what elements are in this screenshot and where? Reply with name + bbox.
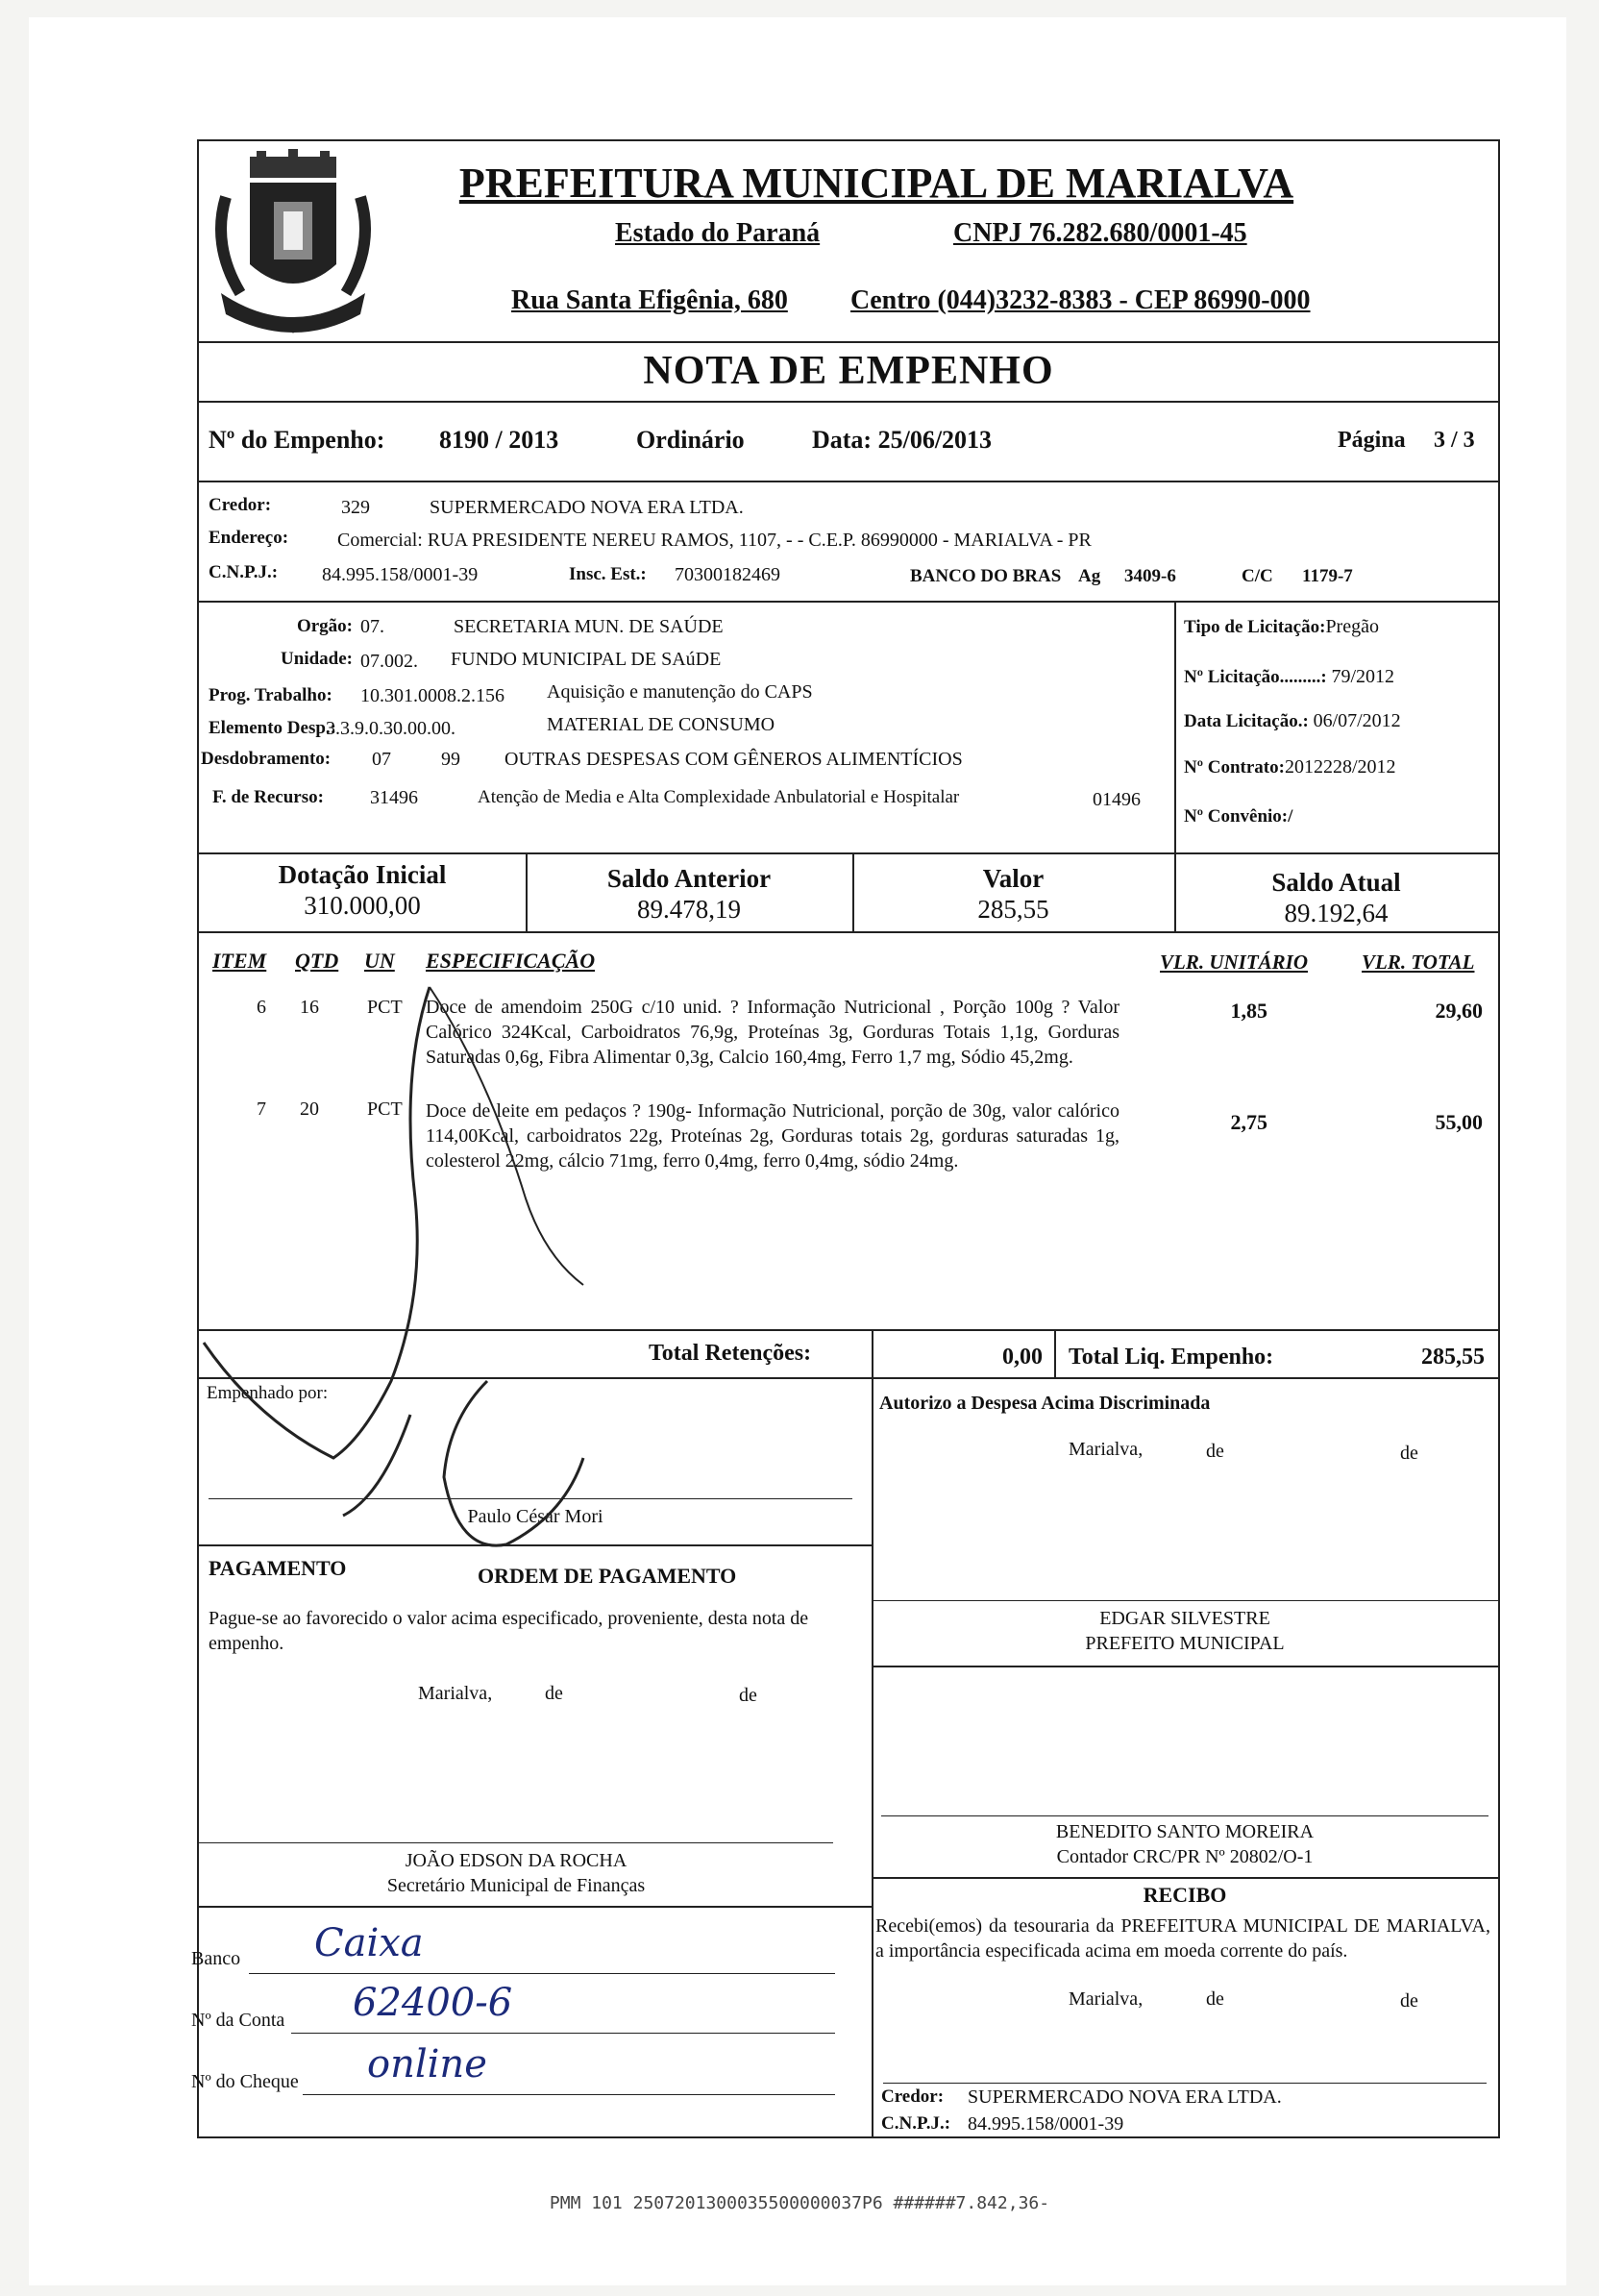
empenho-date: Data: 25/06/2013 bbox=[812, 426, 993, 454]
liq-empenho-value: 285,55 bbox=[1421, 1345, 1485, 1370]
address-label: Endereço: bbox=[209, 528, 289, 548]
autorizo-place: Marialva, bbox=[1069, 1439, 1144, 1460]
tipo-licitacao-label: Tipo de Licitação:Pregão bbox=[1184, 616, 1379, 637]
recibo-credor: SUPERMERCADO NOVA ERA LTDA. bbox=[968, 2086, 1282, 2108]
secretario-role: Secretário Municipal de Finanças bbox=[386, 1875, 646, 1896]
credor-cnpj: 84.995.158/0001-39 bbox=[322, 564, 479, 585]
tipo-licitacao: Pregão bbox=[1325, 616, 1379, 637]
autorizo-de-2: de bbox=[1400, 1443, 1418, 1464]
page-label: Página bbox=[1338, 428, 1406, 453]
ag-label: Ag bbox=[1078, 566, 1101, 586]
municipal-coat-of-arms bbox=[207, 149, 380, 336]
insc-label: Insc. Est.: bbox=[569, 564, 647, 584]
saldo-anterior-value: 89.478,19 bbox=[637, 895, 741, 924]
conta-signature: 62400-6 bbox=[353, 1981, 513, 2025]
elem-code: 3.3.9.0.30.00.00. bbox=[326, 718, 455, 739]
item-2-number: 7 bbox=[257, 1099, 266, 1120]
item-1-qtd: 16 bbox=[300, 997, 319, 1018]
pagamento-place: Marialva, bbox=[418, 1683, 493, 1704]
recurso-name: Atenção de Media e Alta Complexidade Anbulatorial e Hospitalar bbox=[478, 787, 960, 807]
pagamento-de-1: de bbox=[545, 1683, 563, 1704]
num-licitacao: 79/2012 bbox=[1331, 666, 1395, 687]
item-2-qtd: 20 bbox=[300, 1099, 319, 1120]
contador-name: BENEDITO SANTO MOREIRA bbox=[1055, 1821, 1315, 1842]
recibo-cnpj: 84.995.158/0001-39 bbox=[968, 2113, 1124, 2135]
contrato-number: 2012228/2012 bbox=[1284, 756, 1396, 778]
recurso-code-2: 01496 bbox=[1093, 789, 1141, 810]
page-number: 3 / 3 bbox=[1434, 428, 1475, 453]
cc-label: C/C bbox=[1242, 566, 1273, 586]
item-1-un: PCT bbox=[367, 997, 403, 1018]
prefeito-role: PREFEITO MUNICIPAL bbox=[1085, 1633, 1285, 1654]
recibo-de-2: de bbox=[1400, 1990, 1418, 2012]
credor-name: SUPERMERCADO NOVA ERA LTDA. bbox=[430, 497, 744, 518]
org-address: Rua Santa Efigênia, 680 bbox=[511, 285, 788, 315]
org-title: PREFEITURA MUNICIPAL DE MARIALVA bbox=[458, 160, 1294, 207]
credor-label: Credor: bbox=[209, 495, 272, 515]
retencoes-label: Total Retenções: bbox=[649, 1341, 812, 1366]
orgao-name: SECRETARIA MUN. DE SAÚDE bbox=[454, 616, 724, 637]
org-contact: Centro (044)3232-8383 - CEP 86990-000 bbox=[850, 285, 1311, 315]
credor-address: Comercial: RUA PRESIDENTE NEREU RAMOS, 1107, - - C.E.P. 86990000 - MARIALVA - PR bbox=[337, 530, 1092, 551]
banco-signature: Caixa bbox=[314, 1921, 424, 1965]
item-2-total: 55,00 bbox=[1435, 1110, 1483, 1134]
unidade-code: 07.002. bbox=[360, 651, 418, 672]
recibo-cnpj-label: C.N.P.J.: bbox=[881, 2113, 951, 2134]
desd-name: OUTRAS DESPESAS COM GÊNEROS ALIMENTÍCIOS bbox=[504, 749, 963, 770]
data-licitacao: 06/07/2012 bbox=[1313, 710, 1401, 731]
pagamento-de-2: de bbox=[739, 1685, 757, 1706]
elem-name: MATERIAL DE CONSUMO bbox=[547, 714, 775, 735]
document-title: NOTA DE EMPENHO bbox=[643, 349, 1054, 393]
item-1-total: 29,60 bbox=[1435, 999, 1483, 1023]
empenho-number: 8190 / 2013 bbox=[439, 426, 559, 454]
ag-value: 3409-6 bbox=[1124, 566, 1176, 586]
item-2-un: PCT bbox=[367, 1099, 403, 1120]
orgao-label: Orgão: bbox=[296, 616, 353, 636]
recibo-text: Recebi(emos) da tesouraria da PREFEITURA MUNICIPAL DE MARIALVA, a importância especificada acima em moeda corrente do país. bbox=[875, 1915, 1490, 1962]
item-1-unit-price: 1,85 bbox=[1230, 999, 1267, 1023]
num-licitacao-label: Nº Licitação.........: 79/2012 bbox=[1184, 666, 1395, 687]
recibo-place: Marialva, bbox=[1069, 1988, 1144, 2010]
cc-value: 1179-7 bbox=[1302, 566, 1353, 586]
empenhado-name: Paulo César Mori bbox=[467, 1506, 603, 1527]
recibo-de-1: de bbox=[1206, 1988, 1224, 2010]
item-1-spec: Doce de amendoim 250G c/10 unid. ? Informação Nutricional , Porção 100g ? Valor Calórico 324Kcal, Carboidratos 76,9g, Proteínas 3g, Gorduras Totais 1,1g, Gorduras Saturadas 0,6g, Fibra Alimentar 0,3g, Calcio 160,4mg, Ferro 1,7 mg, Sódio 45,2mg. bbox=[426, 997, 1119, 1068]
col-un: UN bbox=[364, 949, 395, 973]
handwritten-mark bbox=[199, 881, 872, 1592]
retencoes-value: 0,00 bbox=[1002, 1345, 1043, 1370]
footer-code: PMM 101 2507201300035500000037P6 ######7.842,36- bbox=[549, 2193, 1050, 2213]
pague-text: Pague-se ao favorecido o valor acima especificado, proveniente, desta nota de empenho. bbox=[209, 1608, 809, 1654]
elem-label: Elemento Desp.: bbox=[209, 718, 336, 738]
saldo-anterior-label: Saldo Anterior bbox=[606, 864, 772, 893]
col-especificacao: ESPECIFICAÇÃO bbox=[426, 949, 596, 973]
dotacao-value: 310.000,00 bbox=[304, 891, 421, 920]
col-vlr-total: VLR. TOTAL bbox=[1362, 950, 1475, 974]
empenho-label: Nº do Empenho: bbox=[209, 426, 385, 454]
recibo-credor-label: Credor: bbox=[881, 2086, 945, 2107]
liq-empenho-label: Total Liq. Empenho: bbox=[1069, 1345, 1274, 1370]
credor-code: 329 bbox=[341, 497, 370, 518]
recibo-title: RECIBO bbox=[1143, 1883, 1227, 1907]
desd-label: Desdobramento: bbox=[201, 749, 332, 769]
desd-a: 07 bbox=[372, 749, 391, 770]
insc-value: 70300182469 bbox=[675, 564, 780, 585]
org-cnpj: CNPJ 76.282.680/0001-45 bbox=[953, 218, 1247, 248]
prog-name: Aquisição e manutenção do CAPS bbox=[547, 681, 813, 703]
autorizo-text: Autorizo a Despesa Acima Discriminada bbox=[879, 1393, 1211, 1414]
desd-b: 99 bbox=[441, 749, 460, 770]
unidade-name: FUNDO MUNICIPAL DE SAúDE bbox=[451, 649, 722, 670]
ordem-pagamento-title: ORDEM DE PAGAMENTO bbox=[478, 1564, 737, 1588]
recurso-code: 31496 bbox=[370, 787, 418, 808]
col-vlr-unitario: VLR. UNITÁRIO bbox=[1160, 950, 1309, 974]
col-qtd: QTD bbox=[295, 949, 339, 973]
contrato-label: Nº Contrato:2012228/2012 bbox=[1184, 756, 1396, 778]
valor-label: Valor bbox=[982, 864, 1045, 893]
cheque-label: Nº do Cheque bbox=[191, 2071, 299, 2092]
autorizo-de-1: de bbox=[1206, 1441, 1224, 1462]
unidade-label: Unidade: bbox=[281, 649, 353, 669]
dotacao-label: Dotação Inicial bbox=[278, 860, 447, 889]
cheque-signature: online bbox=[367, 2042, 487, 2086]
empenhado-label: Empenhado por: bbox=[207, 1383, 329, 1403]
pagamento-title: PAGAMENTO bbox=[209, 1556, 347, 1580]
item-2-spec: Doce de leite em pedaços ? 190g- Informação Nutricional, porção de 30g, valor calórico 114,00Kcal, carboidratos 22g, Proteínas 2g, Gorduras totais 2g, gorduras saturadas 1g, colesterol 22mg, cálcio 71mg, ferro 0,4mg, ferro 0,4mg, sódio 24mg. bbox=[426, 1100, 1119, 1172]
nota-empenho-frame bbox=[191, 139, 1500, 2138]
secretario-name: JOÃO EDSON DA ROCHA bbox=[405, 1850, 627, 1871]
prog-code: 10.301.0008.2.156 bbox=[360, 685, 504, 706]
credor-cnpj-label: C.N.P.J.: bbox=[209, 562, 279, 582]
item-2-unit-price: 2,75 bbox=[1230, 1110, 1267, 1134]
saldo-atual-value: 89.192,64 bbox=[1284, 899, 1389, 927]
valor-value: 285,55 bbox=[977, 895, 1049, 924]
item-1-number: 6 bbox=[257, 997, 266, 1018]
col-item: ITEM bbox=[212, 949, 267, 973]
data-licitacao-label: Data Licitação.: 06/07/2012 bbox=[1184, 710, 1401, 731]
conta-label: Nº da Conta bbox=[191, 2010, 285, 2031]
recurso-label: F. de Recurso: bbox=[212, 787, 324, 807]
prog-label: Prog. Trabalho: bbox=[209, 685, 332, 705]
saldo-atual-label: Saldo Atual bbox=[1271, 868, 1401, 897]
empenho-type: Ordinário bbox=[636, 426, 745, 454]
bank-name: BANCO DO BRAS bbox=[910, 566, 1062, 586]
contador-role: Contador CRC/PR Nº 20802/O-1 bbox=[1056, 1846, 1314, 1867]
orgao-code: 07. bbox=[360, 616, 384, 637]
state-name: Estado do Paraná bbox=[615, 218, 821, 248]
prefeito-name: EDGAR SILVESTRE bbox=[1099, 1608, 1270, 1629]
convenio-label: Nº Convênio:/ bbox=[1184, 806, 1293, 827]
banco-label: Banco bbox=[191, 1948, 241, 1969]
